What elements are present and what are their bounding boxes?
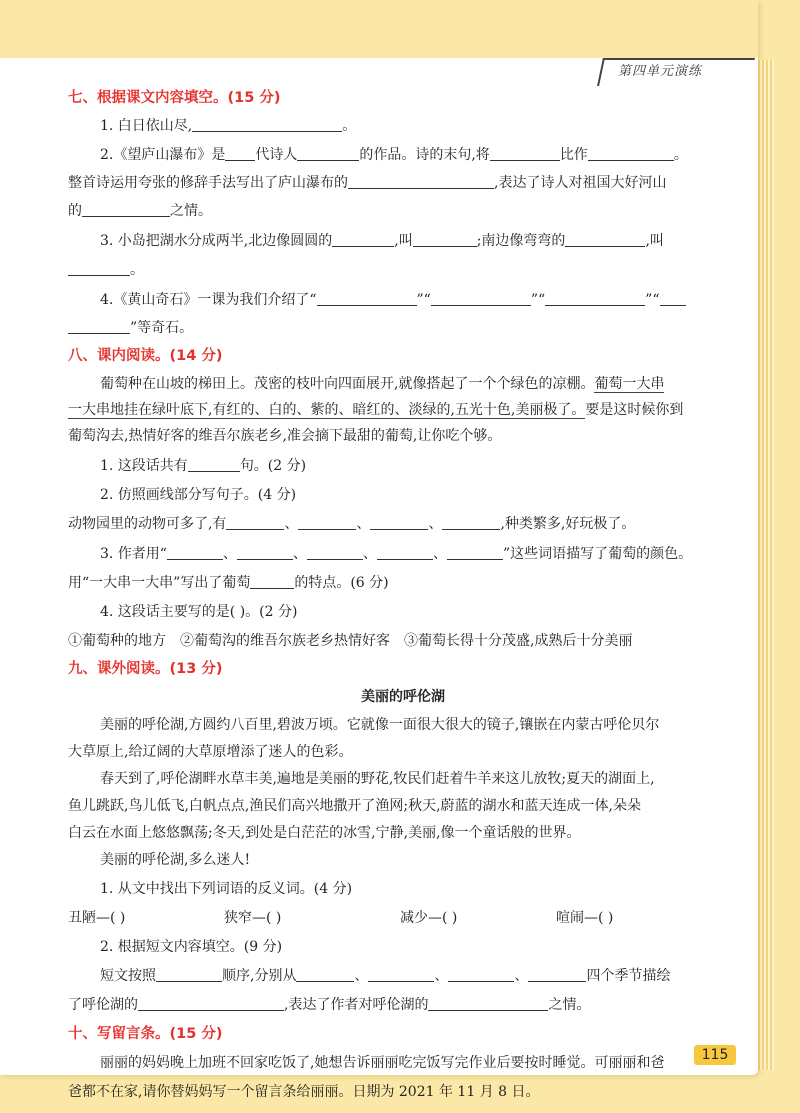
unit-label: 第四单元演练 xyxy=(618,64,703,79)
article-line-1: 美丽的呼伦湖,方圆约八百里,碧波万顷。它就像一面很大很大的镜子,镶嵌在内蒙古呼伦贝尔 xyxy=(100,717,660,733)
answer-blank[interactable] xyxy=(490,146,560,161)
article-line-5: 白云在水面上悠悠飘荡;冬天,到处是白茫茫的冰雪,宁静,美丽,像一个童话般的世界。 xyxy=(68,825,581,841)
text: 、 xyxy=(362,546,377,562)
answer-blank[interactable] xyxy=(368,967,434,982)
text: 的 xyxy=(68,203,82,219)
s9-q2-cont xyxy=(68,995,738,1015)
answer-blank[interactable] xyxy=(545,291,645,306)
text: 要是这时候你到 xyxy=(585,402,684,418)
answer-blank[interactable] xyxy=(660,291,686,306)
answer-blank[interactable] xyxy=(167,545,223,560)
text: 顺序,分别从 xyxy=(222,968,297,984)
answer-blank[interactable] xyxy=(225,146,255,161)
answer-blank[interactable] xyxy=(413,232,477,247)
s8-passage-line-3: 葡萄沟去,热情好客的维吾尔族老乡,准会摘下最甜的葡萄,让你吃个够。 xyxy=(68,428,502,444)
answer-blank[interactable] xyxy=(317,291,417,306)
text: 、 xyxy=(222,546,237,562)
s8-passage-line-1 xyxy=(68,374,738,394)
answer-blank[interactable] xyxy=(332,232,394,247)
text: 代诗人 xyxy=(255,147,298,163)
text: ,叫 xyxy=(394,233,413,249)
answer-blank[interactable] xyxy=(192,117,342,132)
s9-q1: 1. 从文中找出下列词语的反义词。(4 分) xyxy=(100,881,353,897)
answer-blank[interactable] xyxy=(377,545,433,560)
text: 1. 这段话共有 xyxy=(100,458,188,474)
top-band xyxy=(0,0,758,58)
s9-q2: 2. 根据短文内容填空。(9 分) xyxy=(100,939,283,955)
answer-blank[interactable] xyxy=(296,967,354,982)
antonym-4[interactable]: 喧闹—( ) xyxy=(556,910,614,926)
text: 。 xyxy=(342,118,357,134)
underlined-text: 葡萄一大串 xyxy=(594,376,665,392)
text: 4.《黄山奇石》一课为我们介绍了“ xyxy=(100,292,317,308)
s7-q1 xyxy=(68,116,738,136)
option-3[interactable]: ③葡萄长得十分茂盛,成熟后十分美丽 xyxy=(404,633,633,649)
answer-blank[interactable] xyxy=(447,545,503,560)
answer-blank[interactable] xyxy=(68,261,130,276)
text: 。 xyxy=(673,147,688,163)
text: 、 xyxy=(354,968,369,984)
text: 、 xyxy=(292,546,307,562)
article-line-2: 大草原上,给辽阔的大草原增添了迷人的色彩。 xyxy=(68,744,353,760)
s7-q4 xyxy=(68,290,738,310)
s8-q3-cont xyxy=(68,573,738,593)
answer-blank[interactable] xyxy=(370,515,428,530)
section-10-title: 十、写留言条。(15 分) xyxy=(68,1026,223,1042)
s8-q2-line xyxy=(68,514,738,534)
text: 之情。 xyxy=(170,203,212,219)
answer-blank[interactable] xyxy=(448,967,514,982)
article-line-4: 鱼儿跳跃,鸟儿低飞,白帆点点,渔民们高兴地撒开了渔网;秋天,蔚蓝的湖水和蓝天连成一体,朵朵 xyxy=(68,798,641,814)
text: ,种类繁多,好玩极了。 xyxy=(500,516,636,532)
answer-blank[interactable] xyxy=(156,967,222,982)
answer-blank[interactable] xyxy=(226,515,284,530)
answer-blank[interactable] xyxy=(348,174,494,189)
s7-q2 xyxy=(68,145,738,165)
text: ,表达了诗人对祖国大好河山 xyxy=(494,175,667,191)
s7-q3-cont xyxy=(68,260,738,280)
text: 2.《望庐山瀑布》是 xyxy=(100,147,226,163)
article-title: 美丽的呼伦湖 xyxy=(361,689,445,705)
answer-blank[interactable] xyxy=(188,457,240,472)
underlined-text: 一大串地挂在绿叶底下,有红的、白的、紫的、暗红的、淡绿的,五光十色,美丽极了。 xyxy=(68,402,586,418)
text: 四个季节描绘 xyxy=(586,968,671,984)
answer-blank[interactable] xyxy=(307,545,363,560)
answer-blank[interactable] xyxy=(565,232,645,247)
text: 了呼伦湖的 xyxy=(68,997,138,1013)
text: 句。(2 分) xyxy=(239,458,307,474)
text: 、 xyxy=(514,968,529,984)
s7-q2-cont2 xyxy=(68,201,738,221)
s8-q3 xyxy=(68,544,738,564)
section-9-title: 九、课外阅读。(13 分) xyxy=(68,661,223,677)
antonym-3[interactable]: 减少—( ) xyxy=(400,910,458,926)
answer-blank[interactable] xyxy=(298,515,356,530)
option-2[interactable]: ②葡萄沟的维吾尔族老乡热情好客 xyxy=(180,633,390,649)
text: 葡萄种在山坡的梯田上。茂密的枝叶向四面展开,就像搭起了一个个绿色的凉棚。 xyxy=(100,376,595,392)
answer-blank[interactable] xyxy=(442,515,500,530)
answer-blank[interactable] xyxy=(431,291,531,306)
s9-antonyms xyxy=(68,908,738,928)
s9-q2-line xyxy=(68,966,738,986)
text: 动物园里的动物可多了,有 xyxy=(68,516,227,532)
s10-text-2: 爸都不在家,请你替妈妈写一个留言条给丽丽。日期为 2021 年 11 月 8 日。 xyxy=(68,1084,540,1100)
text: 之情。 xyxy=(548,997,591,1013)
text: 1. 白日依山尽, xyxy=(100,118,193,134)
text: ”等奇石。 xyxy=(130,320,194,336)
answer-blank[interactable] xyxy=(297,146,359,161)
s8-q4: 4. 这段话主要写的是( )。(2 分) xyxy=(100,604,298,620)
section-7-title: 七、根据课文内容填空。(15 分) xyxy=(68,90,281,106)
antonym-1[interactable]: 丑陋—( ) xyxy=(68,910,126,926)
page-stack-edge xyxy=(758,60,774,1070)
s8-passage-line-2 xyxy=(68,400,738,420)
answer-blank[interactable] xyxy=(82,202,170,217)
text: 整首诗运用夸张的修辞手法写出了庐山瀑布的 xyxy=(68,175,348,191)
text: 的特点。(6 分) xyxy=(294,575,389,591)
text: 、 xyxy=(356,516,371,532)
article-line-3: 春天到了,呼伦湖畔水草丰美,遍地是美丽的野花,牧民们赶着牛羊来这儿放牧;夏天的湖面上, xyxy=(100,771,655,787)
text: ,叫 xyxy=(645,233,664,249)
text: 短文按照 xyxy=(100,968,156,984)
text: 3. 小岛把湖水分成两半,北边像圆圆的 xyxy=(100,233,333,249)
text: ,表达了作者对呼伦湖的 xyxy=(284,997,429,1013)
s7-q4-cont xyxy=(68,318,738,338)
s7-q3 xyxy=(68,231,738,251)
answer-blank[interactable] xyxy=(588,146,674,161)
s10-text-1: 丽丽的妈妈晚上加班不回家吃饭了,她想告诉丽丽吃完饭写完作业后要按时睡觉。可丽丽和爸 xyxy=(100,1055,665,1071)
text: ;南边像弯弯的 xyxy=(476,233,566,249)
s8-q4-options xyxy=(68,631,738,651)
text: 、 xyxy=(428,516,443,532)
answer-blank[interactable] xyxy=(237,545,293,560)
answer-blank[interactable] xyxy=(250,574,294,589)
text: 、 xyxy=(432,546,447,562)
text: 用“一大串一大串”写出了葡萄 xyxy=(68,575,251,591)
text: ”“ xyxy=(530,292,546,308)
section-8-title: 八、课内阅读。(14 分) xyxy=(68,348,223,364)
text: 、 xyxy=(434,968,449,984)
s8-q1 xyxy=(68,456,738,476)
text: 的作品。诗的末句,将 xyxy=(359,147,490,163)
antonym-2[interactable]: 狭窄—( ) xyxy=(224,910,282,926)
s7-q2-cont xyxy=(68,173,738,193)
answer-blank[interactable] xyxy=(68,319,130,334)
text: 、 xyxy=(284,516,299,532)
answer-blank[interactable] xyxy=(138,996,284,1011)
text: 比作 xyxy=(559,147,588,163)
text: 3. 作者用“ xyxy=(100,546,167,562)
s8-q2: 2. 仿照画线部分写句子。(4 分) xyxy=(100,487,297,503)
answer-blank[interactable] xyxy=(428,996,548,1011)
worksheet-content xyxy=(68,88,738,1102)
answer-blank[interactable] xyxy=(528,967,586,982)
text: ”“ xyxy=(645,292,660,308)
text: ”“ xyxy=(416,292,431,308)
option-1[interactable]: ①葡萄种的地方 xyxy=(68,633,166,649)
text: ”这些词语描写了葡萄的颜色。 xyxy=(502,546,693,562)
text: 。 xyxy=(130,262,144,278)
article-line-6: 美丽的呼伦湖,多么迷人! xyxy=(100,852,251,868)
page-number: 115 xyxy=(694,1045,736,1065)
